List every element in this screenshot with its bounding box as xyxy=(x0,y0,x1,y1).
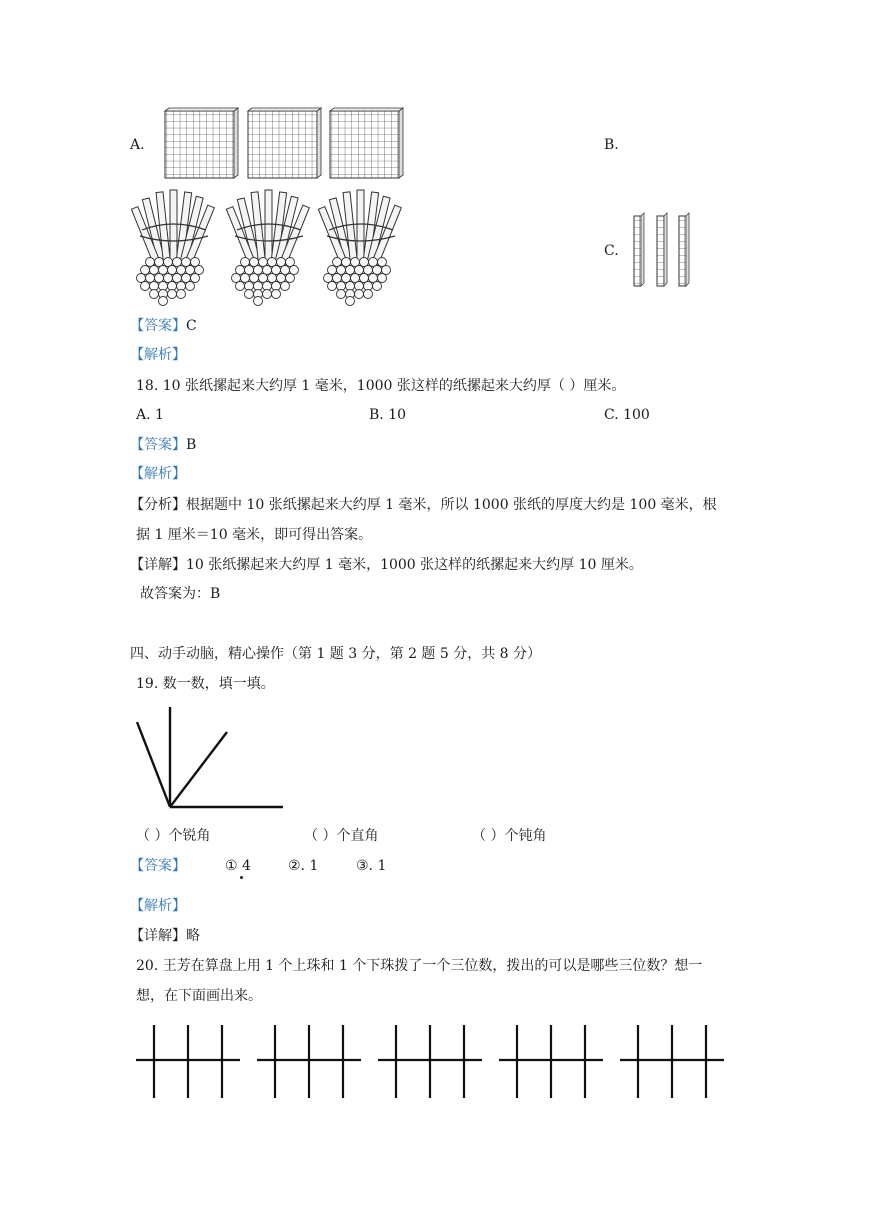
hundred-square-2 xyxy=(248,108,321,178)
q19-question: 19. 数一数，填一填。 xyxy=(136,676,275,692)
q19-answer-1: ① 4 xyxy=(225,858,251,874)
tens-rod-3 xyxy=(679,213,689,286)
tens-rod-1 xyxy=(634,213,644,286)
q18-option-a: A. 1 xyxy=(136,407,164,423)
q17-answer xyxy=(130,317,197,335)
q18-conclusion: 故答案为：B xyxy=(140,586,221,602)
blank-acute: （ ）个锐角 xyxy=(136,828,211,844)
blank-right: （ ）个直角 xyxy=(304,828,379,844)
xiangjie-tag: 【详解】 xyxy=(130,557,186,573)
option-c-label: C. xyxy=(604,243,619,259)
q19-answer xyxy=(130,857,186,875)
q19-analysis-tag: 【解析】 xyxy=(130,898,186,914)
q18-option-c: C. 100 xyxy=(604,407,650,423)
q20-question-line2: 想，在下面画出来。 xyxy=(136,988,262,1004)
tens-rod-2 xyxy=(657,213,667,286)
q18-analysis-tag: 【解析】 xyxy=(130,466,186,482)
abacus-drawings xyxy=(130,1022,730,1102)
stick-bundle-1 xyxy=(131,190,214,306)
xiangjie-text: 10 张纸摞起来大约厚 1 毫米，1000 张这样的纸摞起来大约厚 10 厘米。 xyxy=(186,557,643,573)
abacus-frame-2 xyxy=(257,1025,361,1098)
abacus-frame-4 xyxy=(499,1025,603,1098)
q18-xiangjie xyxy=(130,556,643,574)
q20-question-line1: 20. 王芳在算盘上用 1 个上珠和 1 个下珠拨了一个三位数，拨出的可以是哪些三位数？想一 xyxy=(136,958,703,974)
hundred-square-1 xyxy=(165,108,238,178)
hundred-square-3 xyxy=(330,108,403,178)
answer-tag: 【答案】 xyxy=(130,437,186,453)
hundred-square-grids xyxy=(160,108,410,183)
ray-diagonal xyxy=(170,732,227,807)
xiangjie-text: 略 xyxy=(186,928,200,944)
option-a-label: A. xyxy=(130,137,145,153)
stick-bundle-3 xyxy=(318,190,401,306)
abacus-frame-3 xyxy=(378,1025,482,1098)
blank-obtuse: （ ）个钝角 xyxy=(472,828,547,844)
q19-xiangjie xyxy=(130,927,200,945)
answer-tag: 【答案】 xyxy=(130,318,186,334)
angle-figure xyxy=(135,706,285,810)
q18-question: 18. 10 张纸摞起来大约厚 1 毫米，1000 张这样的纸摞起来大约厚（ ）厘米。 xyxy=(136,378,626,394)
stick-bundle-2 xyxy=(226,190,309,306)
stick-bundles xyxy=(128,190,418,308)
q17-analysis-tag: 【解析】 xyxy=(130,347,186,363)
fenxi-text: 根据题中 10 张纸摞起来大约厚 1 毫米，所以 1000 张纸的厚度大约是 100 毫米，根 xyxy=(186,497,717,513)
xiangjie-tag: 【详解】 xyxy=(130,928,186,944)
section-4-heading: 四、动手动脑，精心操作（第 1 题 3 分，第 2 题 5 分，共 8 分） xyxy=(130,646,542,662)
q18-option-b: B. 10 xyxy=(369,407,407,423)
q19-answer-2: ②. 1 xyxy=(288,858,319,874)
answer-value: B xyxy=(186,437,197,453)
abacus-frame-5 xyxy=(620,1025,724,1098)
q18-fenxi-line1 xyxy=(130,496,717,514)
q18-fenxi-line2: 据 1 厘米＝10 毫米，即可得出答案。 xyxy=(136,527,373,543)
option-b-label: B. xyxy=(604,137,619,153)
q18-answer xyxy=(130,436,196,454)
fenxi-tag: 【分析】 xyxy=(130,497,186,513)
tens-rods xyxy=(630,213,694,288)
answer-value: C xyxy=(186,318,197,334)
answer-tag: 【答案】 xyxy=(130,858,186,874)
stray-dot xyxy=(240,876,243,879)
abacus-frame-1 xyxy=(136,1025,240,1098)
q19-answer-3: ③. 1 xyxy=(356,858,387,874)
ray-left xyxy=(137,722,170,807)
